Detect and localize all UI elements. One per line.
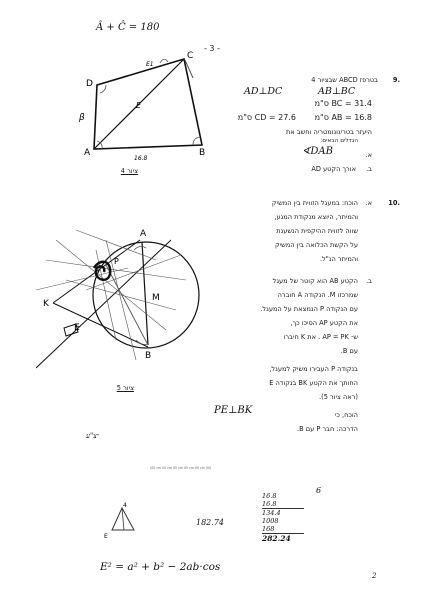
- q10-b-line-4: את הקטע AP הסיכו כך,: [290, 319, 358, 327]
- handwritten-digit-2: 2: [372, 572, 377, 580]
- segment-pb: [106, 265, 148, 345]
- angle-mark-d: [100, 85, 106, 93]
- small-triangle-sketch: [104, 500, 144, 540]
- segment-kb: [53, 303, 148, 347]
- construction-line-4: [86, 255, 181, 290]
- trapezoid-outline: [94, 59, 202, 149]
- angle-mark-b: [193, 137, 200, 145]
- q10-a-line-1: הוכח: במעגל הזווית בין המשיק: [271, 199, 358, 207]
- figure-4-trapezoid: [70, 48, 210, 173]
- point-a-label: A: [140, 229, 147, 239]
- handwritten-mid-number: 182.74: [196, 518, 224, 527]
- point-p-label: P: [114, 257, 119, 266]
- footer-scale-mark: (00 cm 00 cm 00 cm 00 cm 00 cm 00): [150, 466, 212, 470]
- point-e-label: E: [74, 323, 80, 333]
- q9-part-a-angle: ∢DAB: [302, 146, 333, 157]
- q9-help-line-1: היעזר בטריגונומטריה וחשב את: [285, 128, 372, 136]
- q9-part-b-text: אורך הקטע AD: [311, 165, 356, 173]
- q10-b-line-5: ש- AP = PK . את K חיברו: [283, 333, 358, 341]
- q10-b-line-3: עם הנקודה P הנמצאת על המעגל.: [260, 305, 358, 313]
- q10-c-line-3: (ראה ציור 5).: [319, 393, 358, 401]
- triangle-mark-4: 4: [123, 502, 127, 509]
- triangle-mark-e: Ε: [104, 533, 108, 540]
- q9-perp-ab-bc: AB⊥BC: [318, 86, 356, 97]
- calc-line: 16.8: [262, 500, 304, 509]
- figure-5-caption: ציור 5: [116, 384, 134, 392]
- q9-help-line-2: הגדלים הבאים:: [320, 138, 358, 144]
- figure-5-circle-diagram: [36, 220, 206, 380]
- handwritten-ab-length: 16.8: [134, 155, 148, 162]
- q10-c-line-1: בנקודה P העבירו משיק למעגל,: [269, 365, 358, 373]
- q10-prove-statement: PE⊥BK: [214, 405, 253, 416]
- point-k-label: K: [43, 299, 49, 309]
- side-handwritten-mark: יצ"ע: [86, 432, 99, 440]
- q9-bc-length: BC = 31.4 ס"מ: [314, 99, 372, 108]
- page-number: - 3 -: [204, 44, 220, 53]
- q10-a-line-3: שווה לזווית ההיקפית הנשענת: [276, 227, 358, 235]
- q10-b-line-1: הקטע AB הוא קוטר של מעגל: [272, 277, 358, 285]
- handwritten-e1: E1: [146, 61, 154, 68]
- point-b-label: B: [145, 351, 152, 361]
- q9-perp-ad-dc: AD⊥DC: [244, 86, 283, 97]
- calc-line: 282.24: [262, 534, 291, 543]
- q10-a-line-2: והמיתר, היוצא מנקודת המגע,: [274, 213, 358, 221]
- q9-cd-length: CD = 27.6 ס"מ: [237, 113, 296, 122]
- q10-a-line-5: והמיתר הנ"ל.: [319, 255, 358, 263]
- construction-line-5: [36, 268, 128, 290]
- point-m-label: M: [152, 293, 160, 303]
- q9-part-a-label: א.: [365, 151, 372, 159]
- q9-number: .9: [392, 76, 400, 84]
- handwritten-beta: β: [79, 113, 85, 123]
- handwritten-cosine-law: E² = a² + b² − 2ab·cos: [100, 561, 221, 573]
- label-e: E: [136, 101, 142, 110]
- top-handwritten-note: Â + Ĉ = 180: [96, 22, 160, 33]
- vertex-d-label: D: [86, 79, 93, 89]
- q10-b-line-6: עם B.: [340, 347, 358, 355]
- pencil-scribble: [160, 59, 168, 63]
- q10-part-b-label: ב.: [366, 277, 372, 285]
- figure-4-caption: ציור 4: [120, 167, 138, 175]
- circle-m: [93, 242, 199, 348]
- q10-hint: הדרכה: חבר P עם B.: [296, 425, 358, 433]
- vertex-c-label: C: [187, 51, 194, 61]
- q9-ab-length: AB = 16.8 ס"מ: [314, 113, 372, 122]
- q9-intro: בטרפז ABCD שבציור 4: [311, 76, 378, 84]
- calc-line: 134.4: [262, 509, 281, 517]
- q10-b-line-2: שמרכזו M. הנקודה A חוברה: [277, 291, 358, 299]
- q9-part-b-label: ב.: [366, 165, 372, 173]
- q10-part-a-label: א.: [365, 199, 372, 207]
- diameter-ab: [142, 242, 148, 345]
- vertex-b-label: B: [199, 148, 206, 158]
- q10-c-line-2: החותך את הקטע BK בנקודה E: [269, 379, 358, 387]
- handwritten-calculation: [262, 492, 304, 543]
- calc-line: 16.8: [262, 492, 277, 500]
- calc-line: 1008: [262, 517, 279, 525]
- vertex-a-label: A: [84, 148, 91, 158]
- angle-mark-a: [134, 246, 146, 250]
- q10-number: .10: [388, 199, 400, 207]
- handwritten-digit-6: 6: [316, 486, 322, 495]
- q10-prove-label: הוכח, כי: [334, 411, 358, 419]
- q10-a-line-4: על הקשת הכלואה בין המשיק: [275, 241, 358, 249]
- calc-line: 168: [262, 525, 304, 534]
